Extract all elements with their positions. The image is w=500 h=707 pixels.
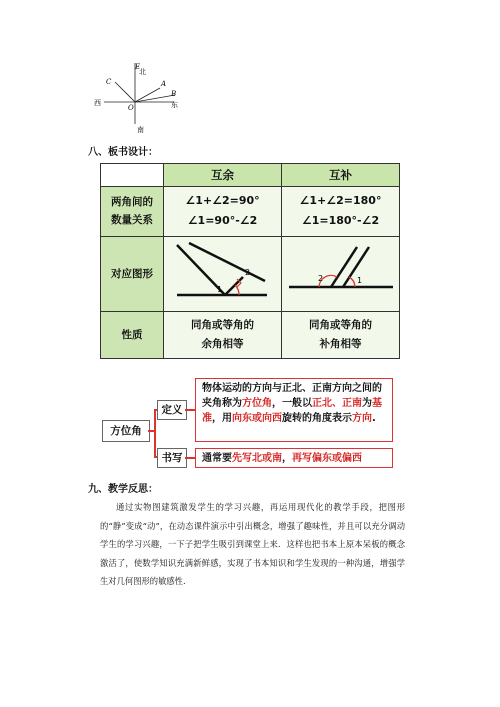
row-header-quantity	[101, 187, 164, 237]
board-table	[100, 163, 400, 359]
col-header-complement: 互余	[164, 164, 282, 187]
reflection-paragraph: 通过实物图建筑激发学生的学习兴趣，再运用现代化的教学手段，把图形的“静”变成“动”，在动态课件演示中引出概念，增强了趣味性，并且可以充分调动学生的学习兴趣，一下子把学生吸引到课堂上来．这样也把书本上原本呆板的概念激活了，使数学知识充满新鲜感，实现了书本知识和学生发现的一种沟通，增强学生对几何图形的敏感性.	[100, 502, 405, 587]
reflection-text	[100, 498, 405, 591]
section-8-title: 八、板书设计：	[88, 147, 158, 158]
definition-highlight-2: 正北、正南	[312, 398, 362, 409]
complement-eq1: ∠1+∠2=90°	[185, 194, 260, 208]
complementary-angle-figure	[167, 237, 279, 307]
definition-highlight-1: 方位角	[242, 398, 272, 409]
definition-text-box	[195, 378, 393, 442]
compass-diagram	[82, 58, 192, 138]
supplementary-angle-figure	[285, 237, 397, 307]
row-header-figure: 对应图形	[101, 236, 164, 311]
definition-label-box: 定义	[157, 400, 187, 420]
fig-label-1b: 1	[356, 275, 362, 285]
compass-label-e: E	[135, 63, 141, 71]
writing-label-box: 书写	[157, 448, 187, 468]
complement-property	[164, 311, 282, 358]
compass-east: 东	[171, 101, 178, 109]
supplement-figure	[282, 236, 400, 311]
definition-highlight-4: 向东或向西	[232, 413, 282, 424]
writing-highlight-1: 先写北或南	[232, 453, 282, 464]
writing-text-box	[195, 448, 393, 468]
compass-west: 西	[94, 99, 101, 107]
connector-writing	[185, 457, 195, 459]
compass-label-o: O	[128, 104, 134, 112]
compass-label-c: C	[106, 78, 112, 86]
supplement-eq2: ∠1=180°-∠2	[301, 214, 380, 228]
fig-label-2: 2	[244, 267, 250, 277]
definition-highlight-5: 方向	[352, 413, 372, 424]
supplement-equations	[282, 187, 400, 237]
concept-main-box: 方位角	[102, 420, 150, 442]
writing-highlight-2: 再写偏东或偏西	[292, 453, 362, 464]
connector-vertical	[154, 409, 156, 457]
supplement-property	[282, 311, 400, 358]
supplement-eq1: ∠1+∠2=180°	[299, 194, 382, 208]
definition-highlight-3: 基准	[202, 398, 382, 424]
fig-label-1: 1	[216, 284, 222, 294]
definition-text-1: 物体运动的方向与正北、正南方向之间的夹角称为	[202, 383, 382, 409]
complement-property-line2: 余角相等	[201, 337, 244, 350]
col-header-supplement: 互补	[282, 164, 400, 187]
complement-equations	[164, 187, 282, 237]
complement-property-line1: 同角或等角的	[191, 318, 254, 331]
row-header-quantity-line2: 数量关系	[111, 214, 153, 227]
complement-figure	[164, 236, 282, 311]
definition-text-2: ，一般以	[272, 398, 312, 409]
fig-label-2b: 2	[317, 273, 323, 283]
compass-south: 南	[137, 126, 144, 134]
writing-text-1: 通常要	[202, 453, 232, 464]
complement-eq2: ∠1=90°-∠2	[187, 214, 258, 228]
compass-north: 北	[139, 68, 146, 76]
section-9-title: 九、教学反思：	[88, 484, 158, 495]
row-header-quantity-line1: 两角间的	[111, 196, 153, 209]
connector-definition	[185, 409, 195, 411]
row-header-property: 性质	[101, 311, 164, 358]
supplement-property-line1: 同角或等角的	[309, 318, 372, 331]
writing-text-2: ，	[282, 453, 292, 464]
definition-text-4: ，用	[212, 413, 232, 424]
compass-label-b: B	[171, 90, 177, 98]
supplement-property-line2: 补角相等	[319, 337, 362, 350]
compass-label-a: A	[161, 80, 167, 88]
definition-text-5: 旋转的角度表示	[282, 413, 352, 424]
table-corner	[101, 164, 164, 187]
definition-text-6: .	[372, 413, 376, 424]
definition-text-3: 为	[362, 398, 372, 409]
